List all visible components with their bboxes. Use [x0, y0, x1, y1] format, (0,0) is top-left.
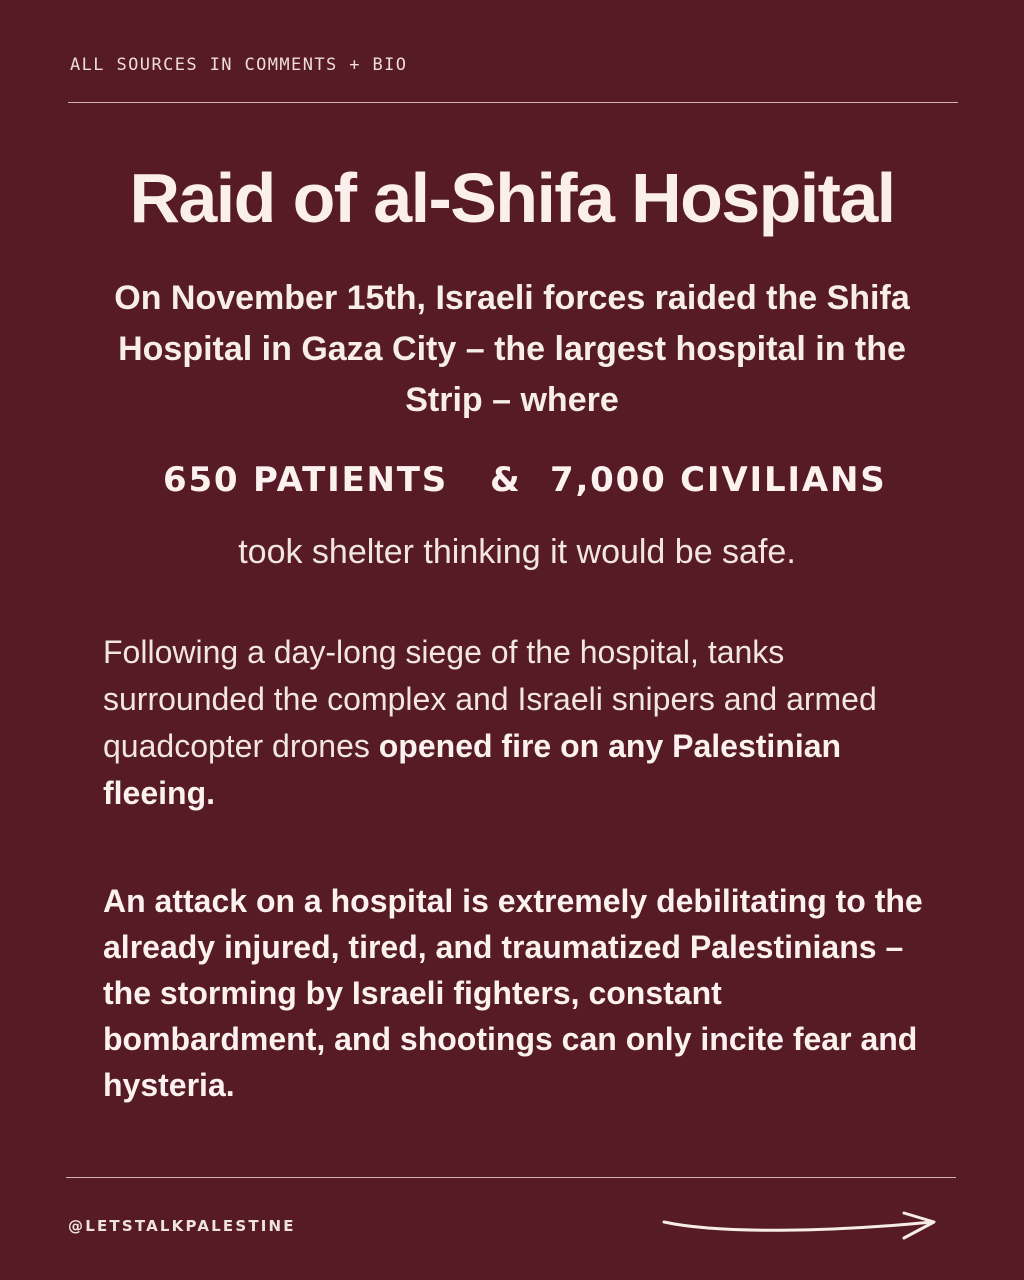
page-title: Raid of al-Shifa Hospital: [129, 159, 895, 237]
intro-text: On November 15th, Israeli forces raided the Shifa Hospital in Gaza City – the largest hospital in the Strip – where: [114, 279, 910, 419]
top-divider: [68, 102, 958, 103]
account-handle: @LETSTALKPALESTINE: [68, 1217, 296, 1235]
siege-paragraph: [103, 629, 923, 817]
patients-stat: 650 PATIENTS: [163, 460, 449, 500]
impact-paragraph: An attack on a hospital is extremely debilitating to the already injured, tired, and traumatized Palestinians – the storming by Israeli fighters, constant bombardment, and shootings can only incite fear and hysteria.: [103, 883, 923, 1103]
shelter-text: took shelter thinking it would be safe.: [238, 533, 796, 571]
bottom-divider: [66, 1177, 956, 1178]
sources-note: ALL SOURCES IN COMMENTS + BIO: [70, 55, 408, 75]
stats-row: [0, 455, 1024, 505]
ampersand: &: [490, 460, 522, 500]
siege-text: Following a day-long siege of the hospital, tanks surrounded the complex and Israeli snipers and armed quadcopter drones: [103, 634, 877, 764]
civilians-stat: 7,000 CIVILIANS: [550, 460, 887, 500]
siege-emphasis: opened fire on any Palestinian fleeing.: [103, 728, 842, 811]
arrow-right-icon: [660, 1208, 940, 1244]
